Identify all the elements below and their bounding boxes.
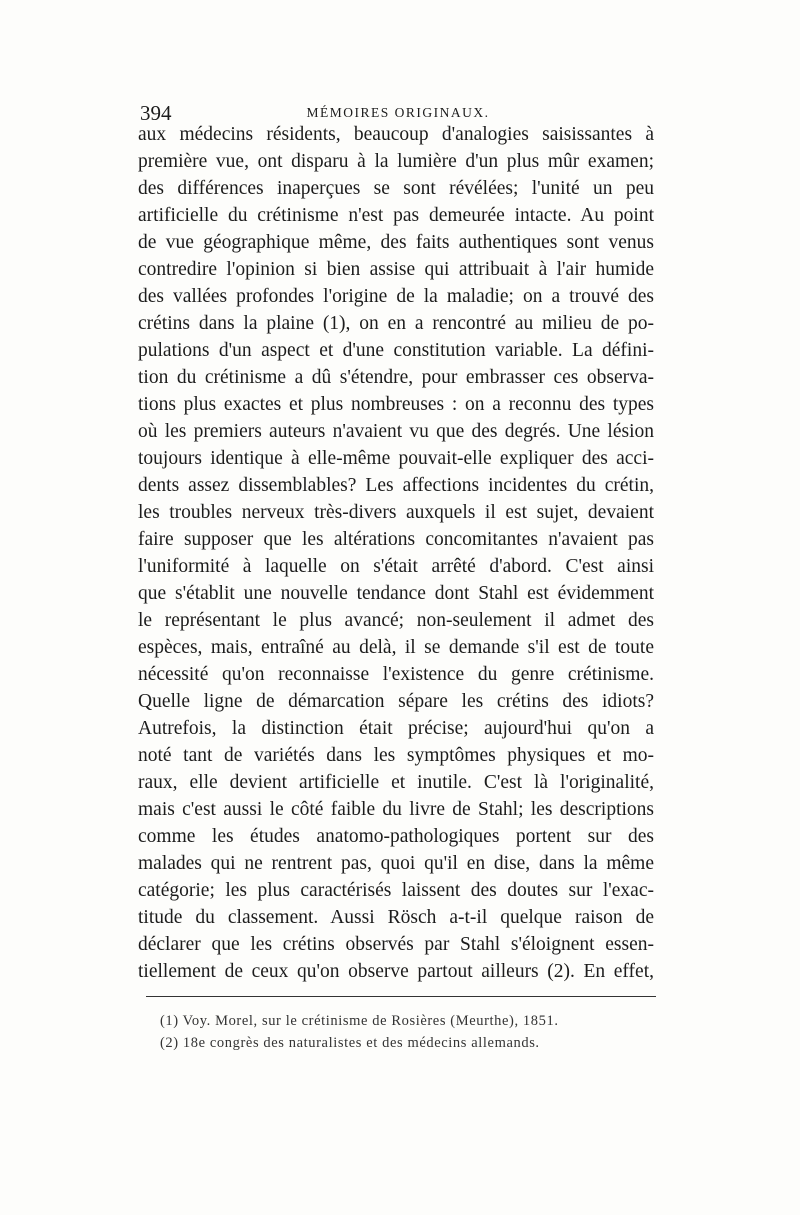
footnote-1: (1) Voy. Morel, sur le crétinisme de Rosières (Meurthe), 1851. [160,1013,559,1029]
text-line: première vue, ont disparu à la lumière d'un plus mûr examen; [138,151,654,172]
text-line: crétins dans la plaine (1), on en a rencontré au milieu de po- [138,313,654,334]
text-line: des vallées profondes l'origine de la maladie; on a trouvé des [138,286,654,307]
text-line: tion du crétinisme a dû s'étendre, pour embrasser ces observa- [138,367,654,388]
text-line: pulations d'un aspect et d'une constitution variable. La défini- [138,340,654,361]
text-line: aux médecins résidents, beaucoup d'analogies saisissantes à [138,124,654,145]
text-line: tions plus exactes et plus nombreuses : on a reconnu des types [138,394,654,415]
text-line: catégorie; les plus caractérisés laissent des doutes sur l'exac- [138,880,654,901]
text-line: contredire l'opinion si bien assise qui attribuait à l'air humide [138,259,654,280]
text-line: espèces, mais, entraîné au delà, il se demande s'il est de toute [138,637,654,658]
text-line: de vue géographique même, des faits authentiques sont venus [138,232,654,253]
text-line: faire supposer que les altérations concomitantes n'avaient pas [138,529,654,550]
text-line: nécessité qu'on reconnaisse l'existence du genre crétinisme. [138,664,654,685]
text-line: titude du classement. Aussi Rösch a-t-il quelque raison de [138,907,654,928]
text-line: les troubles nerveux très-divers auxquels il est sujet, devaient [138,502,654,523]
page-number: 394 [140,101,172,125]
text-line: dents assez dissemblables? Les affections incidentes du crétin, [138,475,654,496]
text-line: que s'établit une nouvelle tendance dont Stahl est évidemment [138,583,654,604]
footnotes [160,1010,660,1054]
footnote-2: (2) 18e congrès des naturalistes et des médecins allemands. [160,1035,540,1051]
text-line: toujours identique à elle-même pouvait-elle expliquer des acci- [138,448,654,469]
footnote-divider [146,996,656,997]
text-line: tiellement de ceux qu'on observe partout ailleurs (2). En effet, [138,961,654,982]
text-line: l'uniformité à laquelle on s'était arrêté d'abord. C'est ainsi [138,556,654,577]
text-line: raux, elle devient artificielle et inutile. C'est là l'originalité, [138,772,654,793]
text-line: noté tant de variétés dans les symptômes physiques et mo- [138,745,654,766]
text-line: mais c'est aussi le côté faible du livre de Stahl; les descriptions [138,799,654,820]
text-line: artificielle du crétinisme n'est pas demeurée intacte. Au point [138,205,654,226]
text-line: comme les études anatomo-pathologiques portent sur des [138,826,654,847]
text-line: déclarer que les crétins observés par Stahl s'éloignent essen- [138,934,654,955]
text-line: le représentant le plus avancé; non-seulement il admet des [138,610,654,631]
text-line: où les premiers auteurs n'avaient vu que des degrés. Une lésion [138,421,654,442]
text-line: malades qui ne rentrent pas, quoi qu'il en dise, dans la même [138,853,654,874]
text-line: Autrefois, la distinction était précise; aujourd'hui qu'on a [138,718,654,739]
body-text [138,121,654,985]
text-line: des différences inaperçues se sont révélées; l'unité un peu [138,178,654,199]
text-line: Quelle ligne de démarcation sépare les crétins des idiots? [138,691,654,712]
running-head: MÉMOIRES ORIGINAUX. [306,105,490,120]
